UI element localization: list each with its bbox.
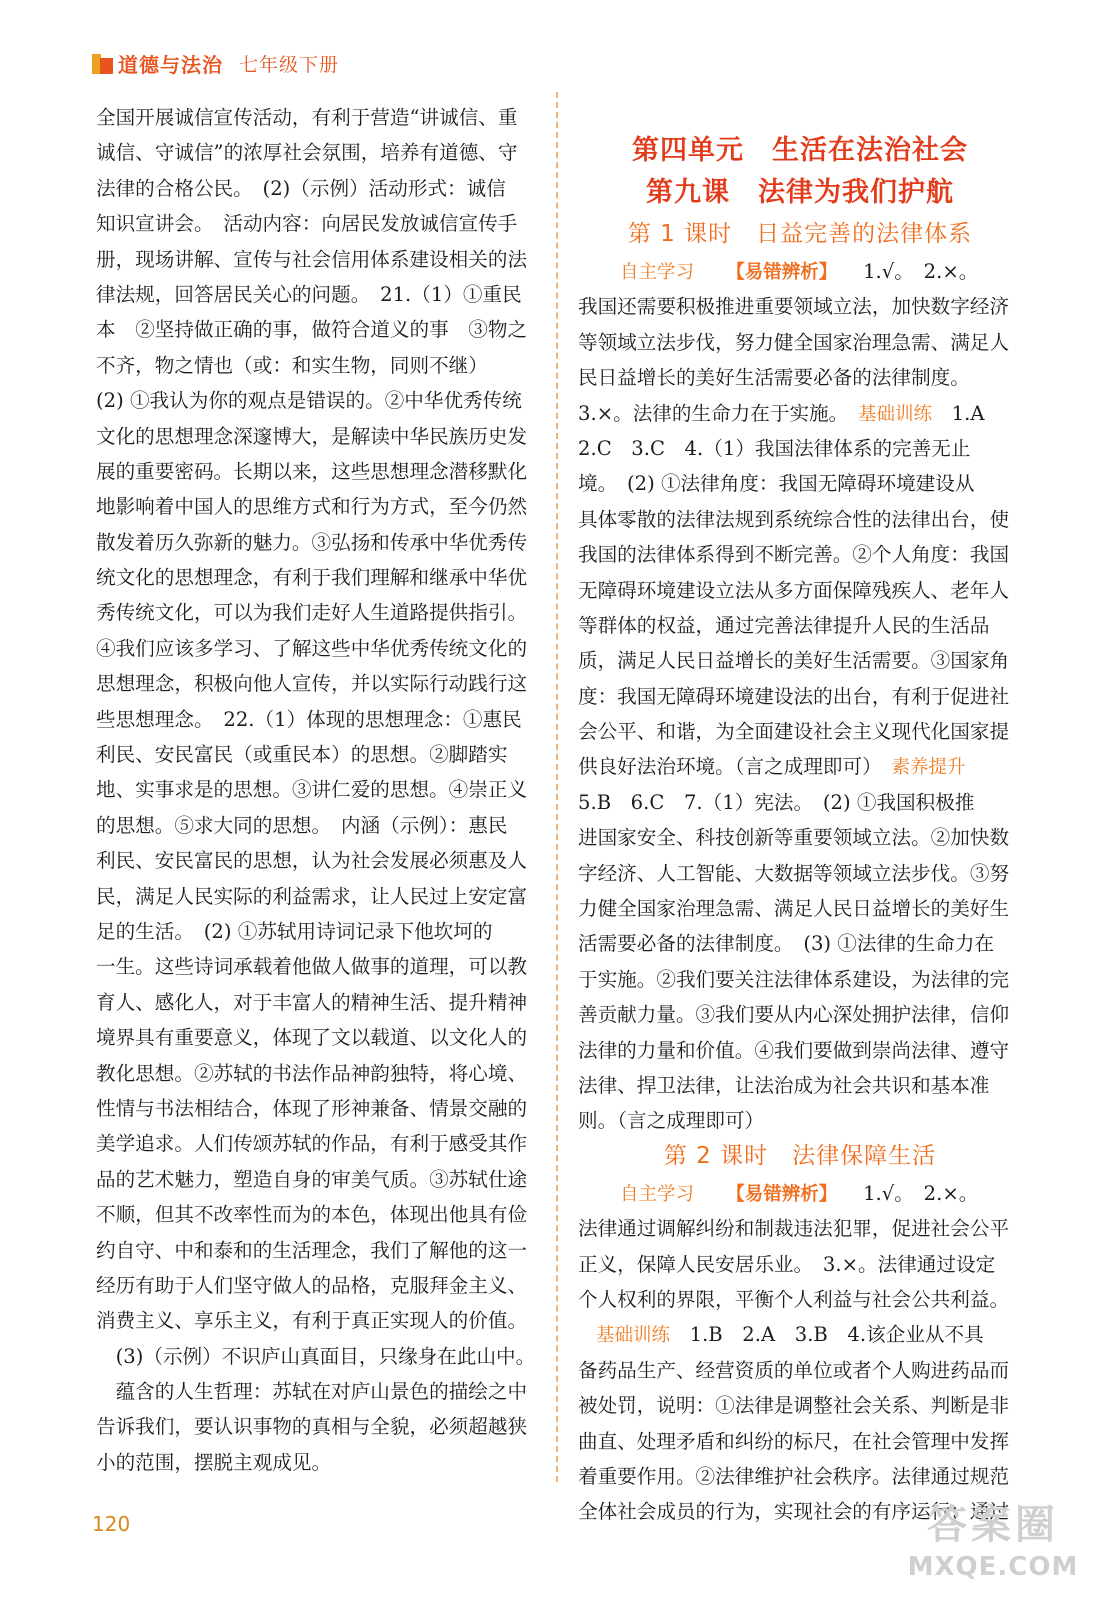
answer-line: 蕴含的人生哲理：苏轼在对庐山景色的描绘之中 xyxy=(96,1380,528,1404)
lesson-title: 第九课 法律为我们护航 xyxy=(646,177,954,208)
answer-line: 思想理念，积极向他人宣传，并以实际行动践行这 xyxy=(96,672,528,696)
answer-line: 教化思想。②苏轼的书法作品神韵独特，将心境、 xyxy=(96,1061,528,1085)
answer-line: 则。（言之成理即可） xyxy=(578,1109,765,1133)
answer-line: 力健全国家治理急需、满足人民日益增长的美好生 xyxy=(578,897,1010,921)
watermark-url: MXQE.COM xyxy=(907,1552,1079,1582)
answer-line: 无障碍环境建设立法从多方面保障残疾人、老年人 xyxy=(578,578,1010,602)
watermark-text: 答案圈 xyxy=(927,1502,1059,1548)
answer-line: 着重要作用。②法律维护社会秩序。法律通过规范 xyxy=(578,1464,1010,1488)
answer-line: ④我们应该多学习、了解这些中华优秀传统文化的 xyxy=(96,636,528,660)
answer-line: 全国开展诚信宣传活动，有利于营造“讲诚信、重 xyxy=(96,106,518,129)
answer-line: 等领域立法步伐，努力健全国家治理急需、满足人 xyxy=(578,330,1010,354)
answer-line: 我国的法律体系得到不断完善。②个人角度：我国 xyxy=(578,543,1010,567)
answer-line: 个人权利的界限，平衡个人利益与社会公共利益。 xyxy=(578,1287,1010,1311)
answer-line xyxy=(578,254,1022,289)
answer-line: 民，满足人民实际的利益需求，让人民过上安定富 xyxy=(96,884,528,908)
quality-improve-tag: 素养提升 xyxy=(891,757,966,779)
answer-text: 3.×。法律的生命力在于实施。 xyxy=(578,401,859,425)
answer-line: 些思想理念。 22.（1）体现的思想理念：①惠民 xyxy=(96,707,522,731)
answer-line: 美学追求。人们传颂苏轼的作品，有利于感受其作 xyxy=(96,1132,528,1156)
answer-line: 法律通过调解纠纷和制裁违法犯罪，促进社会公平 xyxy=(578,1217,1010,1241)
answer-text: 1.B 2.A 3.B 4.该企业从不具 xyxy=(670,1323,984,1347)
answer-line: 会公平、和谐，为全面建设社会主义现代化国家提 xyxy=(578,720,1010,744)
basic-training-tag: 基础训练 xyxy=(858,403,933,425)
answer-line: 民日益增长的美好生活需要必备的法律制度。 xyxy=(578,366,970,390)
answer-line: 进国家安全、科技创新等重要领域立法。②加快数 xyxy=(578,826,1010,850)
answer-line: 我国还需要积极推进重要领域立法，加快数字经济 xyxy=(578,295,1010,319)
right-column xyxy=(578,130,1022,1530)
answer-line: 5.B 6.C 7.（1）宪法。 (2) ①我国积极推 xyxy=(578,790,975,814)
answer-line: 全体社会成员的行为，实现社会的有序运行；通过 xyxy=(578,1500,1010,1524)
answer-line: 具体零散的法律法规到系统综合性的法律出台，使 xyxy=(578,507,1010,531)
answer-line: 正义，保障人民安居乐业。 3.×。法律通过设定 xyxy=(578,1252,996,1276)
self-study-tag: 自主学习 xyxy=(620,262,695,283)
column-divider xyxy=(556,92,558,1482)
basic-training-tag: 基础训练 xyxy=(596,1325,671,1347)
answer-line: 被处罚，说明：①法律是调整社会关系、判断是非 xyxy=(578,1394,1010,1418)
answer-line: (3)（示例）不识庐山真面目，只缘身在此山中。 xyxy=(96,1344,536,1368)
answer-line: 善贡献力量。③我们要从内心深处拥护法律，信仰 xyxy=(578,1003,1010,1027)
answer-line: 法律的合格公民。 (2)（示例）活动形式：诚信 xyxy=(96,176,506,200)
answer-line: 约自守、中和泰和的生活理念，我们了解他的这一 xyxy=(96,1238,528,1262)
answer-line xyxy=(578,396,1022,431)
answer-line: 诚信、守诚信”的浓厚社会氛围，培养有道德、守 xyxy=(96,141,518,165)
watermark-logo xyxy=(898,1500,1088,1595)
answer-line: 地影响着中国人的思维方式和行为方式，至今仍然 xyxy=(96,495,528,519)
answer-line: 的思想。⑤求大同的思想。 内涵（示例）：惠民 xyxy=(96,813,508,837)
answer-line: (2) ①我认为你的观点是错误的。②中华优秀传统 xyxy=(96,389,522,413)
left-column xyxy=(96,100,540,1480)
answer-line: 等群体的权益，通过完善法律提升人民的生活品 xyxy=(578,613,990,637)
answer-text: 1.A xyxy=(932,401,985,425)
grade-label: 七年级下册 xyxy=(239,53,340,76)
period-1-title: 第 1 课时 日益完善的法律体系 xyxy=(627,221,973,247)
answer-line: 文化的思想理念深邃博大，是解读中华民族历史发 xyxy=(96,424,528,448)
answer-line: 活需要必备的法律制度。 (3) ①法律的生命力在 xyxy=(578,932,995,956)
answer-line: 告诉我们，要认识事物的真相与全貌，必须超越狭 xyxy=(96,1415,528,1439)
answer-line: 利民、安民富民的思想，认为社会发展必须惠及人 xyxy=(96,849,528,873)
answer-line: 性情与书法相结合，体现了形神兼备、情景交融的 xyxy=(96,1096,528,1120)
answer-line xyxy=(578,749,1022,784)
answer-line: 法律的力量和价值。④我们要做到崇尚法律、遵守 xyxy=(578,1038,1010,1062)
answer-line: 经历有助于人们坚守做人的品格，克服拜金主义、 xyxy=(96,1273,528,1297)
answer-line: 本 ②坚持做正确的事，做符合道义的事 ③物之 xyxy=(96,318,528,342)
answer-line: 质，满足人民日益增长的美好生活需要。③国家角 xyxy=(578,649,1010,673)
answer-line: 字经济、人工智能、大数据等领域立法步伐。③努 xyxy=(578,861,1010,885)
answer-line: 法律、捍卫法律，让法治成为社会共识和基本准 xyxy=(578,1073,990,1097)
answer-line: 统文化的思想理念，有利于我们理解和继承中华优 xyxy=(96,566,528,590)
answer-line: 散发着历久弥新的魅力。③弘扬和传承中华优秀传 xyxy=(96,530,528,554)
unit-title: 第四单元 生活在法治社会 xyxy=(632,135,968,166)
answer-line: 育人、感化人，对于丰富人的精神生活、提升精神 xyxy=(96,990,528,1014)
answer-text: 1.√。 2.×。 xyxy=(843,260,979,283)
answer-line: 度：我国无障碍环境建设法的出台，有利于促进社 xyxy=(578,684,1010,708)
answer-line: 知识宣讲会。 活动内容：向居民发放诚信宣传手 xyxy=(96,212,518,236)
answer-text: 供良好法治环境。（言之成理即可） xyxy=(578,755,892,779)
answer-line: 2.C 3.C 4.（1）我国法律体系的完善无止 xyxy=(578,436,971,460)
answer-line: 不顺，但其不改率性而为的本色，体现出他具有俭 xyxy=(96,1203,528,1227)
answer-line xyxy=(578,1176,1022,1211)
answer-line: 秀传统文化，可以为我们走好人生道路提供指引。 xyxy=(96,601,528,625)
book-logo-icon xyxy=(92,52,114,74)
answer-line: 利民、安民富民（或重民本）的思想。②脚踏实 xyxy=(96,743,508,767)
page-number: 120 xyxy=(92,1512,131,1536)
page-header xyxy=(92,48,339,78)
answer-text: 1.√。 2.×。 xyxy=(843,1181,979,1205)
answer-line: 一生。这些诗词承载着他做人做事的道理，可以教 xyxy=(96,955,528,979)
answer-line: 境界具有重要意义，体现了文以载道、以文化人的 xyxy=(96,1026,528,1050)
answer-line xyxy=(578,1317,1022,1352)
answer-line: 备药品生产、经营资质的单位或者个人购进药品而 xyxy=(578,1358,1010,1382)
answer-line: 展的重要密码。长期以来，这些思想理念潜移默化 xyxy=(96,459,528,483)
answer-line: 律法规，回答居民关心的问题。 21.（1）①重民 xyxy=(96,282,522,306)
subject-title: 道德与法治 xyxy=(118,52,223,77)
answer-line: 于实施。②我们要关注法律体系建设，为法律的完 xyxy=(578,967,1010,991)
answer-line: 消费主义、享乐主义，有利于真正实现人的价值。 xyxy=(96,1309,528,1333)
answer-line: 足的生活。 (2) ①苏轼用诗词记录下他坎坷的 xyxy=(96,919,493,943)
answer-line: 品的艺术魅力，塑造自身的审美气质。③苏轼仕途 xyxy=(96,1167,528,1191)
error-analysis-tag: 【易错辨析】 xyxy=(726,1183,838,1205)
self-study-tag: 自主学习 xyxy=(620,1183,695,1205)
answer-line: 册，现场讲解、宣传与社会信用体系建设相关的法 xyxy=(96,247,528,271)
error-analysis-tag: 【易错辨析】 xyxy=(726,262,838,283)
answer-line: 小的范围，摆脱主观成见。 xyxy=(96,1450,332,1474)
answer-line: 不齐，物之情也（或：和实生物，同则不继） xyxy=(96,353,488,377)
answer-line: 曲直、处理矛盾和纠纷的标尺，在社会管理中发挥 xyxy=(578,1429,1010,1453)
period-2-title: 第 2 课时 法律保障生活 xyxy=(663,1142,937,1169)
answer-line: 境。 (2) ①法律角度：我国无障碍环境建设从 xyxy=(578,472,975,496)
answer-line: 地、实事求是的思想。③讲仁爱的思想。④崇正义 xyxy=(96,778,528,802)
